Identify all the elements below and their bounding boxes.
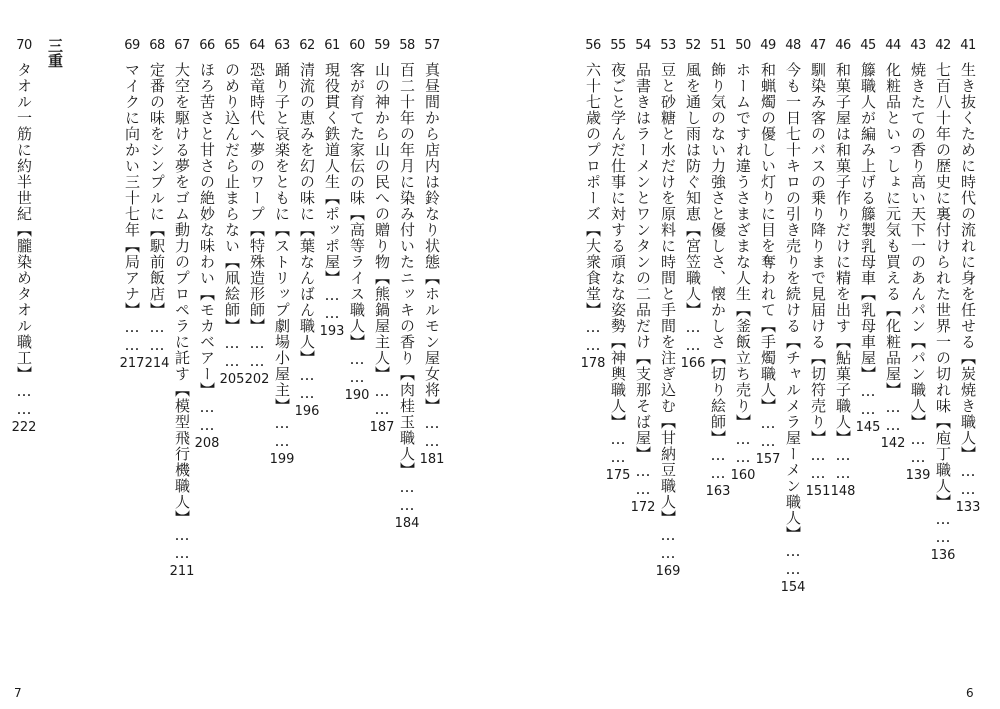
- entry-occupation: 【ストリップ劇場小屋主】: [273, 222, 291, 414]
- leader-dots: ……: [584, 318, 602, 354]
- leader-dots: ……: [298, 366, 316, 402]
- leader-dots: ……: [398, 478, 416, 514]
- entry-number: 53: [660, 38, 676, 53]
- entry-text: [707, 62, 729, 482]
- entry-occupation: 【大衆食堂】: [584, 222, 602, 318]
- entry-title: 山の神から山の民への贈り物: [373, 62, 391, 270]
- entry-page: 142: [880, 436, 906, 451]
- entry-occupation: 【肉桂玉職人】: [398, 366, 416, 478]
- entry-text: [196, 62, 218, 434]
- entry-title: 現役貫く鉄道人生: [323, 62, 341, 190]
- entry-page: 205: [219, 372, 245, 387]
- leader-dots: ……: [759, 414, 777, 450]
- leader-dots: ……: [659, 526, 677, 562]
- entry-number: 43: [910, 38, 926, 53]
- leader-dots: ……: [784, 542, 802, 578]
- entry-title: 馴染み客のバスの乗り降りまで見届ける: [809, 62, 827, 350]
- entry-text: [371, 62, 393, 418]
- entry-page: 163: [705, 484, 731, 499]
- leader-dots: ……: [223, 334, 241, 370]
- leader-dots: ……: [884, 398, 902, 434]
- leader-dots: ……: [273, 414, 291, 450]
- entry-text: [657, 62, 679, 562]
- entry-text: [121, 62, 143, 354]
- entry-number: 56: [585, 38, 601, 53]
- entry-page: 133: [955, 500, 981, 515]
- left-page-number: 7: [14, 686, 22, 700]
- entry-occupation: 【チャルメラ屋ーメン職人】: [784, 334, 802, 542]
- leader-dots: ……: [173, 526, 191, 562]
- entry-occupation: 【模型飛行機職人】: [173, 382, 191, 526]
- entry-text: [13, 62, 35, 418]
- entry-number: 62: [299, 38, 315, 53]
- entry-page: 172: [630, 500, 656, 515]
- entry-number: 69: [124, 38, 140, 53]
- entry-text: [857, 62, 879, 418]
- leader-dots: ……: [734, 430, 752, 466]
- entry-number: 70: [16, 38, 32, 53]
- entry-text: [171, 62, 193, 562]
- entry-number: 57: [424, 38, 440, 53]
- entry-text: [682, 62, 704, 354]
- entry-occupation: 【宮笠職人】: [684, 222, 702, 318]
- entry-text: [782, 62, 804, 578]
- entry-occupation: 【乳母車屋】: [859, 286, 877, 382]
- entry-title: 定番の味をシンプルに: [148, 62, 166, 222]
- entry-title: 和菓子屋は和菓子作りだけに精を出す: [834, 62, 852, 334]
- leader-dots: ……: [15, 382, 33, 418]
- entry-occupation: 【切符売り】: [809, 350, 827, 446]
- entry-page: 169: [655, 564, 681, 579]
- entry-number: 65: [224, 38, 240, 53]
- entry-page: 202: [244, 372, 270, 387]
- entry-page: 157: [755, 452, 781, 467]
- entry-number: 48: [785, 38, 801, 53]
- entry-title: 籐職人が編み上げる籐製乳母車: [859, 62, 877, 286]
- entry-number: 47: [810, 38, 826, 53]
- entry-text: [296, 62, 318, 402]
- entry-number: 54: [635, 38, 651, 53]
- entry-occupation: 【ポッポ屋】: [323, 190, 341, 286]
- entry-occupation: 【甘納豆職人】: [659, 414, 677, 526]
- entry-page: 211: [169, 564, 195, 579]
- entry-occupation: 【凧絵師】: [223, 254, 241, 334]
- entry-occupation: 【切り絵師】: [709, 350, 727, 446]
- leader-dots: ……: [709, 446, 727, 482]
- leader-dots: ……: [609, 430, 627, 466]
- entry-number: 59: [374, 38, 390, 53]
- entry-title: 品書きはラーメンとワンタンの二品だけ: [634, 62, 652, 350]
- entry-number: 68: [149, 38, 165, 53]
- entry-title: 大空を駆ける夢をゴム動力のプロペラに託す: [173, 62, 191, 382]
- entry-page: 208: [194, 436, 220, 451]
- leader-dots: ……: [248, 334, 266, 370]
- entry-page: 166: [680, 356, 706, 371]
- entry-occupation: 【手燭職人】: [759, 318, 777, 414]
- leader-dots: ……: [423, 414, 441, 450]
- entry-text: [757, 62, 779, 450]
- entry-number: 64: [249, 38, 265, 53]
- entry-text: [396, 62, 418, 514]
- entry-text: [832, 62, 854, 482]
- entry-number: 51: [710, 38, 726, 53]
- leader-dots: ……: [323, 286, 341, 322]
- entry-text: [146, 62, 168, 354]
- entry-number: 55: [610, 38, 626, 53]
- entry-text: [807, 62, 829, 482]
- leader-dots: ……: [198, 398, 216, 434]
- entry-occupation: 【化粧品屋】: [884, 302, 902, 398]
- entry-number: 49: [760, 38, 776, 53]
- entry-occupation: 【モカベアー】: [198, 286, 216, 398]
- entry-title: 七百八十年の歴史に裏付けられた世界一の切れ味: [934, 62, 952, 414]
- entry-text: [582, 62, 604, 354]
- entry-page: 151: [805, 484, 831, 499]
- entry-page: 145: [855, 420, 881, 435]
- entry-page: 139: [905, 468, 931, 483]
- entry-page: 178: [580, 356, 606, 371]
- entry-occupation: 【釜飯立ち売り】: [734, 302, 752, 430]
- entry-text: [957, 62, 979, 498]
- entry-title: 夜ごと学んだ仕事に対する頑なな姿勢: [609, 62, 627, 334]
- entry-occupation: 【熊鍋屋主人】: [373, 270, 391, 382]
- entry-title: のめり込んだら止まらない: [223, 62, 241, 254]
- entry-occupation: 【神輿職人】: [609, 334, 627, 430]
- entry-occupation: 【高等ライス職人】: [348, 206, 366, 350]
- entry-page: 136: [930, 548, 956, 563]
- entry-title: 飾り気のない力強さと優しさ、懐かしさ: [709, 62, 727, 350]
- leader-dots: ……: [348, 350, 366, 386]
- entry-occupation: 【支那そば屋】: [634, 350, 652, 462]
- entry-text: [732, 62, 754, 466]
- entry-number: 42: [935, 38, 951, 53]
- entry-title: タオル一筋に約半世紀: [15, 62, 33, 222]
- entry-page: 193: [319, 324, 345, 339]
- entry-page: 175: [605, 468, 631, 483]
- entry-page: 154: [780, 580, 806, 595]
- entry-text: [321, 62, 343, 322]
- entry-text: [907, 62, 929, 466]
- entry-text: [271, 62, 293, 450]
- leader-dots: ……: [909, 430, 927, 466]
- entry-title: 化粧品といっしょに元気も買える: [884, 62, 902, 302]
- entry-occupation: 【ホルモン屋女将】: [423, 270, 441, 414]
- leader-dots: ……: [123, 318, 141, 354]
- entry-text: [221, 62, 243, 370]
- entry-page: 187: [369, 420, 395, 435]
- entry-number: 58: [399, 38, 415, 53]
- entry-title: 焼きたての香り高い天下一のあんパン: [909, 62, 927, 334]
- entry-text: [882, 62, 904, 434]
- leader-dots: ……: [934, 510, 952, 546]
- leader-dots: ……: [834, 446, 852, 482]
- entry-text: [246, 62, 268, 370]
- entry-number: 63: [274, 38, 290, 53]
- entry-number: 45: [860, 38, 876, 53]
- entry-page: 181: [419, 452, 445, 467]
- right-page-number: 6: [966, 686, 974, 700]
- entry-title: 恐竜時代へ夢のワープ: [248, 62, 266, 222]
- leader-dots: ……: [373, 382, 391, 418]
- section-title: 三重: [46, 38, 64, 68]
- entry-occupation: 【駅前飯店】: [148, 222, 166, 318]
- leader-dots: ……: [684, 318, 702, 354]
- entry-title: 風を通し雨は防ぐ知恵: [684, 62, 702, 222]
- entry-occupation: 【鮎菓子職人】: [834, 334, 852, 446]
- entry-page: 222: [11, 420, 37, 435]
- entry-occupation: 【炭焼き職人】: [959, 350, 977, 462]
- entry-text: [421, 62, 443, 450]
- entry-number: 50: [735, 38, 751, 53]
- entry-title: 踊り子と哀楽をともに: [273, 62, 291, 222]
- entry-occupation: 【朧染めタオル職工】: [15, 222, 33, 382]
- entry-title: 生き抜くために時代の流れに身を任せる: [959, 62, 977, 350]
- entry-title: 清流の恵みを幻の味に: [298, 62, 316, 222]
- entry-page: 196: [294, 404, 320, 419]
- entry-occupation: 【局アナ】: [123, 238, 141, 318]
- leader-dots: ……: [809, 446, 827, 482]
- entry-title: マイクに向かい三十七年: [123, 62, 141, 238]
- entry-page: 190: [344, 388, 370, 403]
- entry-number: 60: [349, 38, 365, 53]
- entry-number: 44: [885, 38, 901, 53]
- entry-title: 客が育てた家伝の味: [348, 62, 366, 206]
- entry-number: 66: [199, 38, 215, 53]
- entry-number: 46: [835, 38, 851, 53]
- entry-title: ほろ苦さと甘さの絶妙な味わい: [198, 62, 216, 286]
- leader-dots: ……: [859, 382, 877, 418]
- entry-occupation: 【庖丁職人】: [934, 414, 952, 510]
- entry-page: 184: [394, 516, 420, 531]
- entry-title: 今も一日七十キロの引き売りを続ける: [784, 62, 802, 334]
- entry-title: 和蝋燭の優しい灯りに目を奪われて: [759, 62, 777, 318]
- leader-dots: ……: [148, 318, 166, 354]
- entry-text: [607, 62, 629, 466]
- entry-number: 41: [960, 38, 976, 53]
- entry-page: 148: [830, 484, 856, 499]
- entry-number: 67: [174, 38, 190, 53]
- entry-page: 217: [119, 356, 145, 371]
- entry-page: 199: [269, 452, 295, 467]
- entry-title: 豆と砂糖と水だけを原料に時間と手間を注ぎ込む: [659, 62, 677, 414]
- entry-number: 52: [685, 38, 701, 53]
- leader-dots: ……: [634, 462, 652, 498]
- entry-occupation: 【特殊造形師】: [248, 222, 266, 334]
- entry-title: 百二十年の年月に染み付いたニッキの香り: [398, 62, 416, 366]
- entry-title: 真昼間から店内は鈴なり状態: [423, 62, 441, 270]
- entry-text: [632, 62, 654, 498]
- entry-occupation: 【葉なんばん職人】: [298, 222, 316, 366]
- entry-page: 214: [144, 356, 170, 371]
- entry-page: 160: [730, 468, 756, 483]
- entry-title: ホームですれ違うさまざまな人生: [734, 62, 752, 302]
- entry-occupation: 【パン職人】: [909, 334, 927, 430]
- entry-title: 六十七歳のプロポーズ: [584, 62, 602, 222]
- entry-number: 61: [324, 38, 340, 53]
- leader-dots: ……: [959, 462, 977, 498]
